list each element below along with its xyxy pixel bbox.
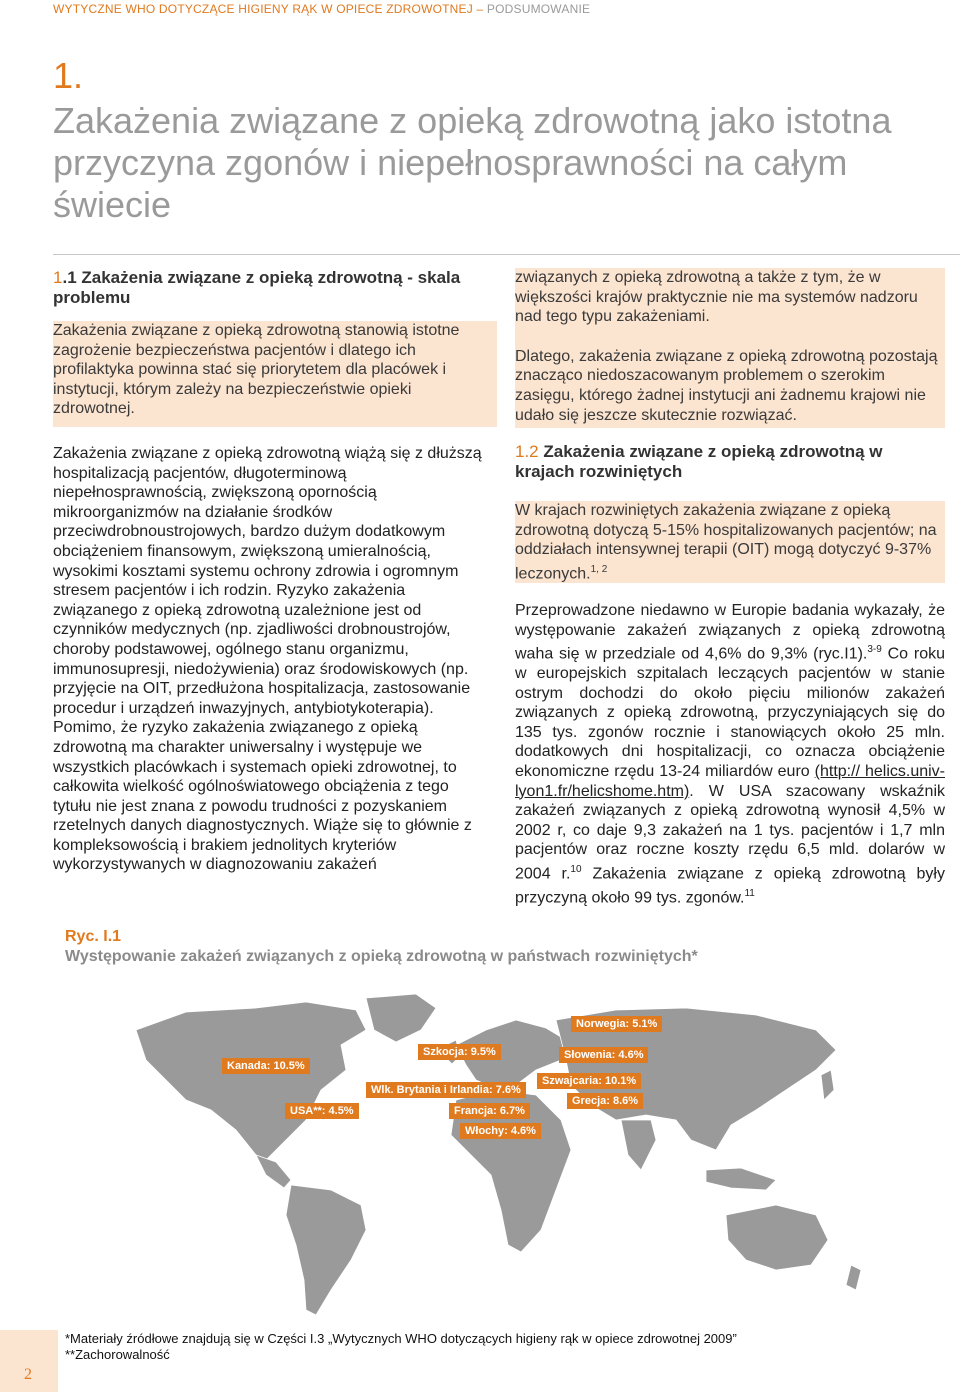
country-name: Słowenia: [564, 1049, 619, 1061]
country-value: 4.6% [510, 1125, 536, 1137]
country-label [567, 1093, 643, 1109]
north-america-shape [136, 1002, 366, 1160]
country-value: 5.1% [632, 1018, 658, 1030]
country-value: 4.5% [328, 1105, 354, 1117]
world-map [116, 990, 876, 1320]
section-1-1-body-text: Zakażenia związane z opieką zdrowotną wiążą się z dłuższą hospitalizacją pacjentów, długoterminową niepełnosprawnością, zwiększoną opornością mikroorganizmów na działanie środków przeciwdrobnoustrojowych, bardzo dużym dodatkowym obciążeniem finansowym, zwiększoną umieralnością, wysokimi kosztami systemu ochrony zdrowia i ogromnym stresem pacjentów i ich rodzin. Ryzyko zakażenia związanego z opieką zdrowotną uzależnione jest od czynników medycznych (np. zjadliwości drobnoustrojów, choroby podstawowej, ogólnego stanu organizmu, immunosupresji, niedożywienia) oraz środowiskowych (np. przyjęcie na OIT, przedłużona hospitalizacja, zastosowanie procedur i urządzeń inwazyjnych, antybiotykoterapia). Pomimo, że ryzyko zakażenia związanego z opieką zdrowotną ma charakter uniwersalny i występuje we wszystkich placówkach i systemach opieki zdrowotnej, to całkowita wielkość ogólnoświatowego obciążenia z tego tytułu nie jest znana z powodu trudności z pozyskaniem rzetelnych danych diagnostycznych. Wiąże się to głównie z kompleksowością i brakiem jednolitych kryteriów wykorzystywanych w diagnozowaniu zakażeń [53, 445, 482, 874]
running-header [53, 2, 590, 16]
country-name: Wlk. Brytania i Irlandia: [371, 1084, 496, 1096]
japan-shape [821, 1070, 834, 1100]
page-number: 2 [24, 1366, 32, 1383]
figure-title: Występowanie zakażeń związanych z opieką zdrowotną w państwach rozwiniętych* [65, 948, 698, 965]
country-value: 10.1% [604, 1075, 637, 1087]
country-label [285, 1103, 359, 1119]
section-1-2-body [515, 601, 945, 908]
section-1-1-body [53, 444, 485, 875]
chapter-title: Zakażenia związane z opieką zdrowotną jako istotna przyczyna zgonów i niepełnosprawności na całym świecie [53, 100, 892, 225]
country-name: Francja: [454, 1105, 500, 1117]
section-1-2-heading: Zakażenia związane z opieką zdrowotną w krajach rozwiniętych [515, 442, 883, 481]
header-title: WYTYCZNE WHO DOTYCZĄCE HIGIENY RĄK W OPIECE ZDROWOTNEJ – [53, 2, 484, 16]
country-name: Szwajcaria: [542, 1075, 605, 1087]
country-name: Norwegia: [576, 1018, 633, 1030]
greenland-shape [366, 994, 436, 1042]
section-1-2-body-c: . W USA szacowany wskaźnik zakażeń związanych z opieką zdrowotną wynosił 4,5% w 2002 r, co daje 9,3 zakażeń na 1 tys. pacjentów i 1,7 mln pacjentów oraz roczne koszty rzędu 6,5 mld. dolarów w 2004 r. [515, 782, 945, 883]
footnote-ref: 1, 2 [590, 563, 608, 575]
footnote-2: **Zachorowalność [65, 1347, 170, 1362]
country-label [460, 1123, 541, 1139]
section-1-2-body-d: Zakażenia związane z opieką zdrowotną były przyczyną około 99 tys. zgonów. [515, 865, 945, 907]
country-value: 8.6% [612, 1095, 639, 1107]
section-1-2-number: 1.2 [515, 442, 539, 461]
country-name: Włochy: [465, 1125, 511, 1137]
section-1-1-title [53, 268, 473, 308]
section-1-2-highlight [515, 501, 945, 583]
footnote-ref: 10 [570, 864, 582, 876]
section-1-1-number: 1 [53, 268, 63, 287]
country-name: Kanada: [227, 1060, 274, 1072]
right-column-highlight [515, 268, 945, 428]
country-label [449, 1103, 530, 1119]
india-shape [621, 1120, 656, 1170]
section-1-2-title [515, 442, 945, 482]
country-label [366, 1082, 526, 1098]
divider [53, 254, 960, 255]
footnote-1: *Materiały źródłowe znajdują się w Części I.3 „Wytycznych WHO dotyczących higieny rąk w opiece zdrowotnej 2009” [65, 1331, 737, 1346]
section-1-1-heading: .1 Zakażenia związane z opieką zdrowotną - skala problemu [53, 268, 461, 307]
country-label [571, 1016, 662, 1032]
section-1-1-highlight [53, 321, 497, 427]
south-america-shape [286, 1185, 366, 1315]
country-value: 4.6% [618, 1049, 644, 1061]
country-value: 9.5% [470, 1046, 496, 1058]
country-value: 6.7% [499, 1105, 525, 1117]
chapter-number: 1. [53, 55, 84, 96]
se-asia-shape [706, 1168, 776, 1190]
country-name: USA**: [290, 1105, 329, 1117]
country-name: Szkocja: [423, 1046, 471, 1058]
section-1-2-highlight-text: W krajach rozwiniętych zakażenia związane z opieką zdrowotną dotyczą 5-15% hospitalizowanych pacjentów; na oddziałach intensywnej terapii (OIT) mogą dotyczyć 9-37% leczonych. [515, 502, 937, 583]
footnotes [65, 1331, 737, 1363]
figure-number: Ryc. I.1 [65, 928, 122, 945]
header-subtitle: PODSUMOWANIE [486, 2, 591, 16]
page-number-box [0, 1330, 58, 1392]
section-1-1-highlight-text: Zakażenia związane z opieką zdrowotną stanowią istotne zagrożenie bezpieczeństwa pacjentów i dlatego ich profilaktyka powinna stać się priorytetem dla placówek i instytucji, którym zależy na bezpieczeństwie opieki zdrowotnej. [53, 322, 460, 418]
section-1-2-body-a: Przeprowadzone niedawno w Europie badania wykazały, że występowanie zakażeń związanych z opieką zdrowotną waha się w przedziale od 4,6% do 9,3% (ryc.I1). [515, 602, 945, 663]
australia-shape [726, 1205, 828, 1270]
footnote-ref: 11 [744, 887, 755, 899]
country-value: 7.6% [495, 1084, 521, 1096]
central-america-shape [256, 1155, 291, 1188]
country-label [222, 1058, 310, 1074]
right-highlight-para-2: Dlatego, zakażenia związane z opieką zdrowotną pozostają znacząco niedoszacowanym problemem o szerokim zasięgu, którego żadnej instytucji ani żadnemu krajowi nie udało się jeszcze skutecznie rozwiązać. [515, 347, 938, 424]
right-highlight-para-1: związanych z opieką zdrowotną a także z tym, że w większości krajów praktycznie nie ma systemów nadzoru nad tego typu zakażeniami. [515, 269, 918, 326]
helics-link[interactable]: (http:// helics.univ-lyon1.fr/helicshome.htm) [515, 763, 946, 800]
figure-caption [65, 927, 698, 967]
country-value: 10.5% [273, 1060, 305, 1072]
country-label [559, 1047, 648, 1063]
country-name: Grecja: [572, 1095, 613, 1107]
new-zealand-shape [846, 1265, 861, 1290]
country-label [537, 1073, 641, 1089]
section-1-2-body-b: Co roku w europejskich szpitalach leczących pacjentów w stanie ostrym dochodzi do około pięciu milionów zakażeń związanych z opieką zdrowotną, przyczyniających się do 135 tys. zgonów rocznie i stanowiących około 25 mln. dodatkowych dni hospitalizacji, co oznacza obciążenie ekonomiczne rzędu 13-24 miliardów euro [515, 645, 946, 781]
country-label [418, 1044, 501, 1060]
footnote-ref: 3-9 [867, 644, 882, 656]
